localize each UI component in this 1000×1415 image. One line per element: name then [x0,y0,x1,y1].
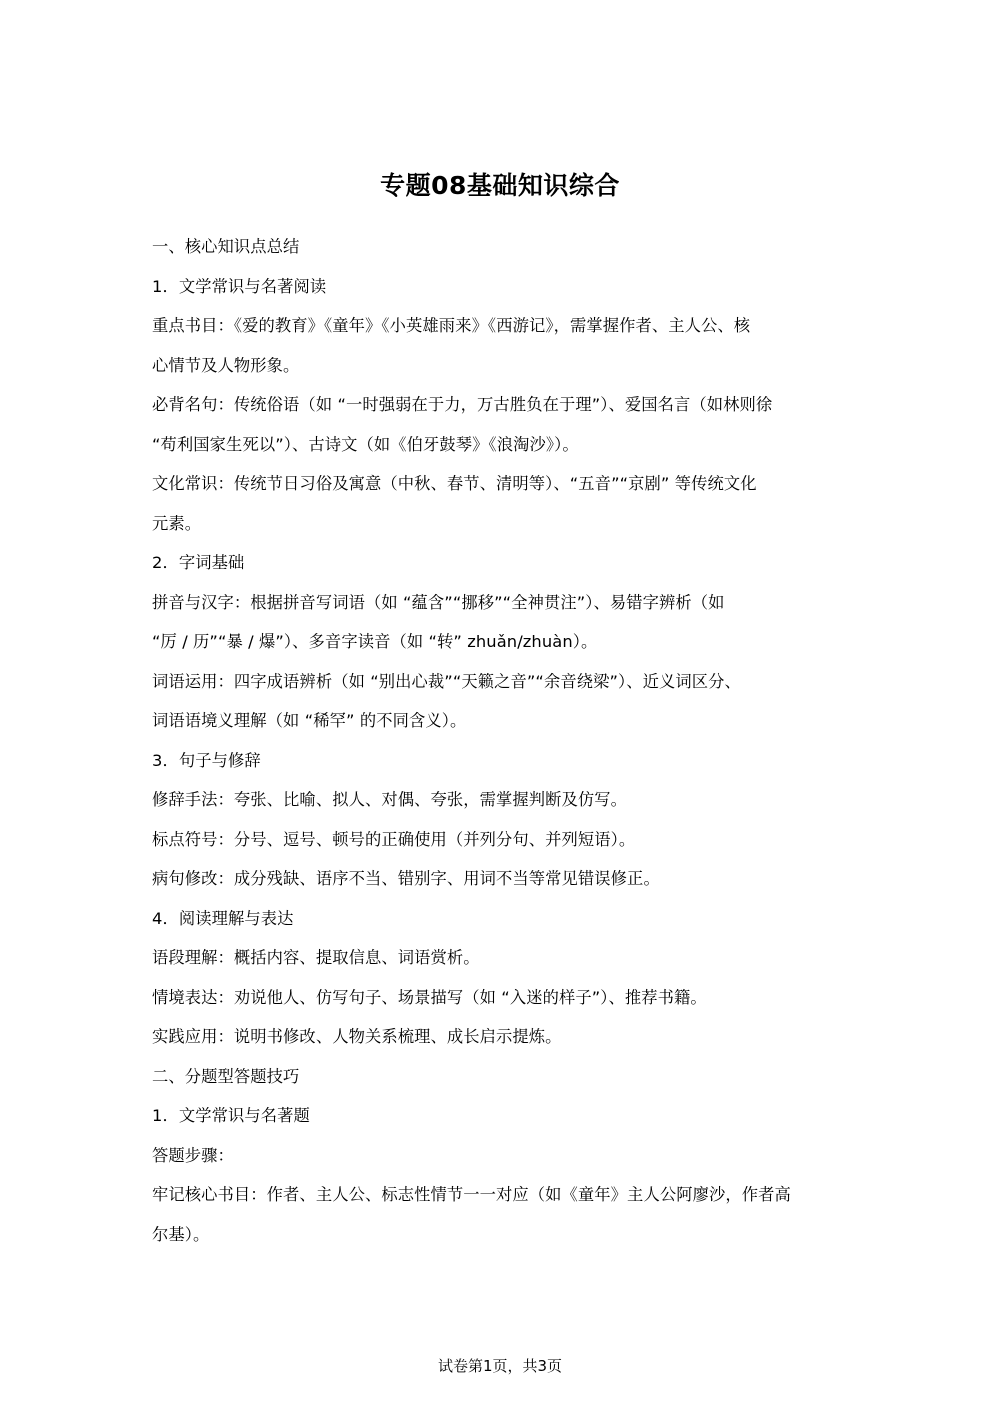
text-line: 词语运用：四字成语辨析（如 “别出心裁”“天籁之音”“余音绕梁”）、近义词区分、 [152,671,741,691]
text-line: 修辞手法：夸张、比喻、拟人、对偶、夸张，需掌握判断及仿写。 [152,790,628,809]
text-line: 牢记核心书目：作者、主人公、标志性情节一一对应（如《童年》主人公阿廖沙，作者高 [152,1185,791,1204]
text-line: 心情节及人物形象。 [152,355,300,375]
text-line: 必背名句：传统俗语（如 “一时强弱在于力，万古胜负在于理”）、爱国名言（如林则徐 [152,395,773,414]
text-line: 词语语境义理解（如 “稀罕” 的不同含义）。 [152,711,467,730]
text-line: 1．文学常识与名著题 [152,1106,310,1125]
page-footer: 试卷第1页，共3页 [437,1357,563,1375]
text-line: 3．句子与修辞 [152,750,261,770]
text-line: 标点符号：分号、逗号、顿号的正确使用（并列分句、并列短语）。 [152,829,636,849]
text-line: “苟利国家生死以”）、古诗文（如《伯牙鼓琴》《浪淘沙》）。 [152,434,579,454]
text-line: 实践应用：说明书修改、人物关系梳理、成长启示提炼。 [152,1027,562,1046]
text-line: 语段理解：概括内容、提取信息、词语赏析。 [152,948,480,967]
text-line: 病句修改：成分残缺、语序不当、错别字、用词不当等常见错误修正。 [152,869,660,888]
text-line: 元素。 [152,513,202,533]
text-line: 重点书目：《爱的教育》《童年》《小英雄雨来》《西游记》，需掌握作者、主人公、核 [152,316,751,335]
text-line: 2．字词基础 [152,553,245,572]
text-line: 尔基）。 [152,1224,210,1244]
text-line: 二、分题型答题技巧 [152,1066,300,1086]
text-line: 情境表达：劝说他人、仿写句子、场景描写（如 “入迷的样子”）、推荐书籍。 [152,987,707,1007]
document-body [152,227,852,1254]
text-line: 拼音与汉字：根据拼音写词语（如 “蕴含”“挪移”“全神贯注”）、易错字辨析（如 [152,592,725,612]
document-title: 专题08基础知识综合 [380,171,620,200]
text-line: “厉 / 历”“暴 / 爆”）、多音字读音（如 “转” zhuǎn/zhuàn）。 [152,632,598,651]
text-line: 一、核心知识点总结 [152,237,300,256]
text-line: 1．文学常识与名著阅读 [152,276,327,296]
text-line: 4．阅读理解与表达 [152,908,294,928]
text-line: 答题步骤： [152,1145,234,1165]
text-line: 文化常识：传统节日习俗及寓意（中秋、春节、清明等）、“五音”“京剧” 等传统文化 [152,474,757,493]
